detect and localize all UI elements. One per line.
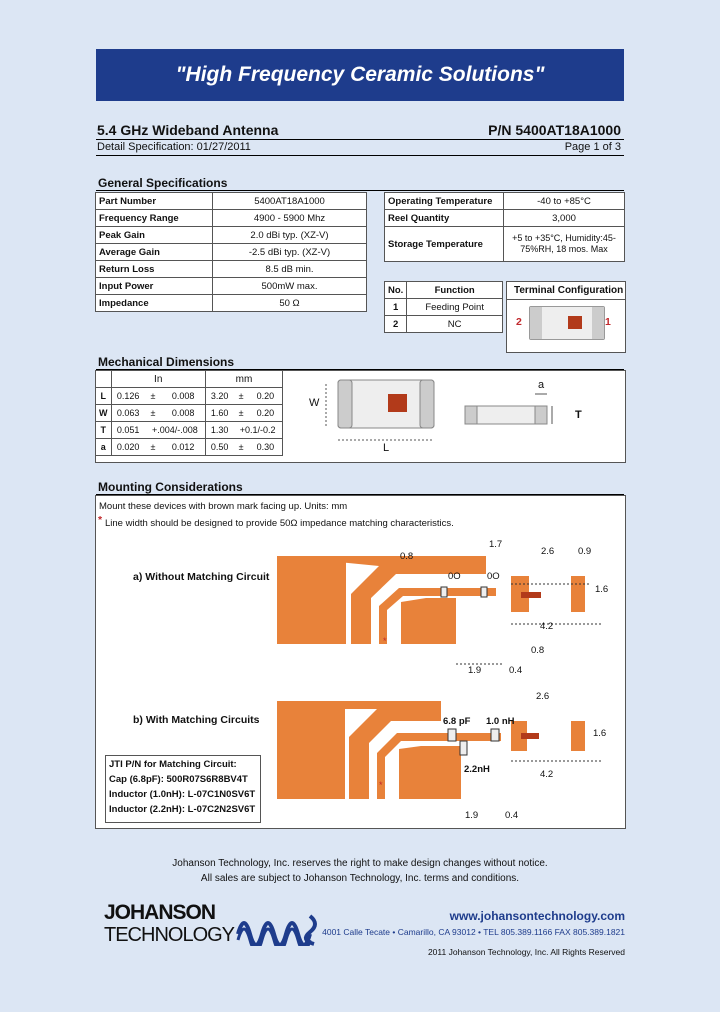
spec-key: Peak Gain [96, 227, 213, 244]
spec-value: 500mW max. [213, 278, 367, 295]
table-row [96, 439, 283, 456]
dim-0-4: 0.4 [509, 665, 523, 676]
function-no: 1 [385, 299, 407, 316]
dim-mm-tol: 0.20 [249, 405, 283, 422]
dim-4-2: 4.2 [540, 621, 554, 632]
table-row [385, 282, 503, 299]
diagram-b [271, 691, 621, 811]
chip-terminal [535, 406, 547, 424]
spec-value: 3,000 [504, 210, 625, 227]
inductor-pad [491, 729, 499, 741]
jti-cap: Cap (6.8pF): 500R07S6R8BV4T [109, 774, 248, 785]
logo-technology: TECHNOLOGY [104, 924, 235, 946]
dim-0-8: 0.8 [400, 551, 414, 562]
function-header-no: No. [385, 282, 407, 299]
chip-top-view [529, 306, 605, 340]
ground-plane [277, 556, 346, 644]
table-row [96, 244, 367, 261]
footer-terms: All sales are subject to Johanson Technology, Inc. terms and conditions. [200, 873, 520, 884]
spec-key: Average Gain [96, 244, 213, 261]
dim-pm: ± [233, 388, 248, 405]
table-row [96, 371, 283, 388]
dim-1-6: 1.6 [593, 728, 607, 739]
spec-value: 50 Ω [213, 295, 367, 312]
function-no: 2 [385, 316, 407, 333]
dim-mm-tol: 0.20 [249, 388, 283, 405]
dim-1-7: 1.7 [489, 539, 503, 550]
jti-ind1: Inductor (1.0nH): L-07C1N0SV6T [109, 789, 256, 800]
product-title: 5.4 GHz Wideband Antenna [97, 122, 279, 138]
dim-1-9: 1.9 [468, 665, 482, 676]
chip-terminal [420, 380, 434, 428]
table-row [96, 422, 283, 439]
brown-mark [521, 592, 541, 598]
spec-value: 5400AT18A1000 [213, 193, 367, 210]
dim-mm-tol: 0.30 [249, 439, 283, 456]
terminal-2-label: 2 [516, 316, 522, 328]
part-number-title: P/N 5400AT18A1000 [488, 122, 621, 138]
general-specs-title: General Specifications [98, 176, 228, 190]
page-indicator: Page 1 of 3 [564, 141, 621, 153]
dimensions-table [95, 370, 283, 456]
shunt-inductor-pad [460, 741, 467, 755]
dim-pm: ± [233, 405, 248, 422]
dim-key: T [96, 422, 112, 439]
line-width-note: Line width should be designed to provide 50Ω impedance matching characteristics. [105, 518, 454, 529]
table-row [96, 388, 283, 405]
function-header-func: Function [407, 282, 503, 299]
logo-johanson: JOHANSON [104, 901, 216, 924]
brown-mark [521, 733, 539, 739]
spec-key: Input Power [96, 278, 213, 295]
label-w: W [309, 397, 320, 409]
spec-key: Frequency Range [96, 210, 213, 227]
chip-terminal [592, 307, 604, 339]
header-divider-bottom [96, 155, 624, 156]
spec-value: -40 to +85°C [504, 193, 625, 210]
header-divider [96, 139, 624, 140]
brown-mark [388, 394, 407, 412]
jti-ind2: Inductor (2.2nH): L-07C2N2SV6T [109, 804, 256, 815]
diagram-a-title: a) Without Matching Circuit [133, 571, 270, 583]
table-row [96, 193, 367, 210]
table-row [385, 227, 625, 262]
col-inch: In [111, 371, 205, 388]
dim-1-6: 1.6 [595, 584, 609, 595]
dim-in-tol: 0.008 [161, 405, 205, 422]
spec-value: -2.5 dBi typ. (XZ-V) [213, 244, 367, 261]
dim-mm: 1.60 [205, 405, 233, 422]
table-row [96, 227, 367, 244]
brown-mark [568, 316, 582, 329]
chip-terminal [465, 406, 477, 424]
function-name: Feeding Point [407, 299, 503, 316]
mechanical-title: Mechanical Dimensions [98, 355, 235, 369]
dim-pm: ± [145, 405, 162, 422]
spec-value: 2.0 dBi typ. (XZ-V) [213, 227, 367, 244]
spec-key: Operating Temperature [385, 193, 504, 210]
dim-mm: 0.50 [205, 439, 233, 456]
terminal-1-label: 1 [605, 316, 611, 328]
jti-title: JTI P/N for Matching Circuit: [109, 759, 237, 770]
dim-key: a [96, 439, 112, 456]
dim-in-tol: 0.012 [161, 439, 205, 456]
col-mm: mm [205, 371, 282, 388]
terminal-config-title: Terminal Configuration [514, 285, 624, 296]
logo-wave-icon [236, 906, 322, 946]
ground-plane-lower [399, 746, 461, 799]
label-l: L [383, 442, 390, 454]
general-specs-table [95, 192, 367, 312]
zero-ohm-pad [441, 587, 447, 597]
zero-ohm-1: 0O [448, 571, 461, 582]
environment-table [384, 192, 625, 262]
star-mark: * [383, 636, 387, 646]
section-divider [96, 190, 624, 191]
dim-mm: 1.30 [205, 422, 233, 439]
spec-date: Detail Specification: 01/27/2011 [97, 141, 251, 153]
spec-value: +5 to +35°C, Humidity:45-75%RH, 18 mos. Max [504, 227, 625, 262]
chip-terminal [530, 307, 542, 339]
antenna-pad [571, 721, 585, 751]
dim-key: L [96, 388, 112, 405]
star-mark: * [379, 780, 383, 790]
mounting-note: Mount these devices with brown mark facing up. Units: mm [99, 501, 348, 512]
function-table [384, 281, 503, 333]
footer-notice: Johanson Technology, Inc. reserves the right to make design changes without notice. [172, 858, 548, 869]
dim-in-tol: +.004/-.008 [145, 422, 206, 439]
spec-key: Storage Temperature [385, 227, 504, 262]
ground-plane-lower [401, 598, 456, 644]
website-link[interactable]: www.johansontechnology.com [449, 909, 625, 923]
label-a: a [538, 379, 545, 391]
dim-1-9: 1.9 [465, 810, 479, 821]
spec-key: Part Number [96, 193, 213, 210]
diagram-a [271, 536, 621, 686]
jti-box [105, 755, 261, 823]
dim-in: 0.051 [111, 422, 145, 439]
dim-2-6: 2.6 [536, 691, 550, 702]
spec-value: 8.5 dB min. [213, 261, 367, 278]
mounting-panel [95, 495, 626, 829]
table-row [96, 295, 367, 312]
table-row [96, 405, 283, 422]
dim-2-6: 2.6 [541, 546, 555, 557]
table-row [96, 261, 367, 278]
dim-in: 0.063 [111, 405, 145, 422]
table-row [385, 210, 625, 227]
dim-0-4: 0.4 [505, 810, 519, 821]
dim-mm: 3.20 [205, 388, 233, 405]
mounting-title: Mounting Considerations [98, 480, 243, 494]
table-row [96, 278, 367, 295]
table-row [96, 210, 367, 227]
cap-pad [448, 729, 456, 741]
star-note: * [98, 514, 103, 526]
dim-4-2: 4.2 [540, 769, 554, 780]
table-row [385, 316, 503, 333]
dim-0-9: 0.9 [578, 546, 592, 557]
cap-label: 6.8 pF [443, 716, 471, 727]
label-t: T [575, 409, 582, 421]
dim-in: 0.020 [111, 439, 145, 456]
table-row [385, 193, 625, 210]
footer-address: 4001 Calle Tecate • Camarillo, CA 93012 • TEL 805.389.1166 FAX 805.389.1821 [322, 927, 625, 937]
spec-key: Impedance [96, 295, 213, 312]
function-name: NC [407, 316, 503, 333]
divider [507, 299, 625, 300]
inductor-2-label: 2.2nH [464, 764, 490, 775]
dim-0-8b: 0.8 [531, 645, 545, 656]
dim-pm: ± [145, 388, 162, 405]
dim-pm: ± [145, 439, 162, 456]
terminal-config-panel [506, 281, 626, 353]
mechanical-drawing [290, 372, 620, 460]
dim-key: W [96, 405, 112, 422]
dim-in-tol: 0.008 [161, 388, 205, 405]
blank-cell [96, 371, 112, 388]
inductor-1-label: 1.0 nH [486, 716, 515, 727]
diagram-b-title: b) With Matching Circuits [133, 714, 260, 726]
chip-terminal [338, 380, 352, 428]
dim-pm: ± [233, 439, 248, 456]
zero-ohm-pad [481, 587, 487, 597]
spec-key: Reel Quantity [385, 210, 504, 227]
footer-copyright: 2011 Johanson Technology, Inc. All Rights Reserved [427, 947, 625, 957]
ground-plane [277, 701, 345, 799]
zero-ohm-2: 0O [487, 571, 500, 582]
table-row [385, 299, 503, 316]
spec-key: Return Loss [96, 261, 213, 278]
antenna-pad [571, 576, 585, 612]
dim-in: 0.126 [111, 388, 145, 405]
dim-mm-tol: +0.1/-0.2 [233, 422, 282, 439]
banner-title: "High Frequency Ceramic Solutions" [96, 49, 624, 101]
spec-value: 4900 - 5900 Mhz [213, 210, 367, 227]
